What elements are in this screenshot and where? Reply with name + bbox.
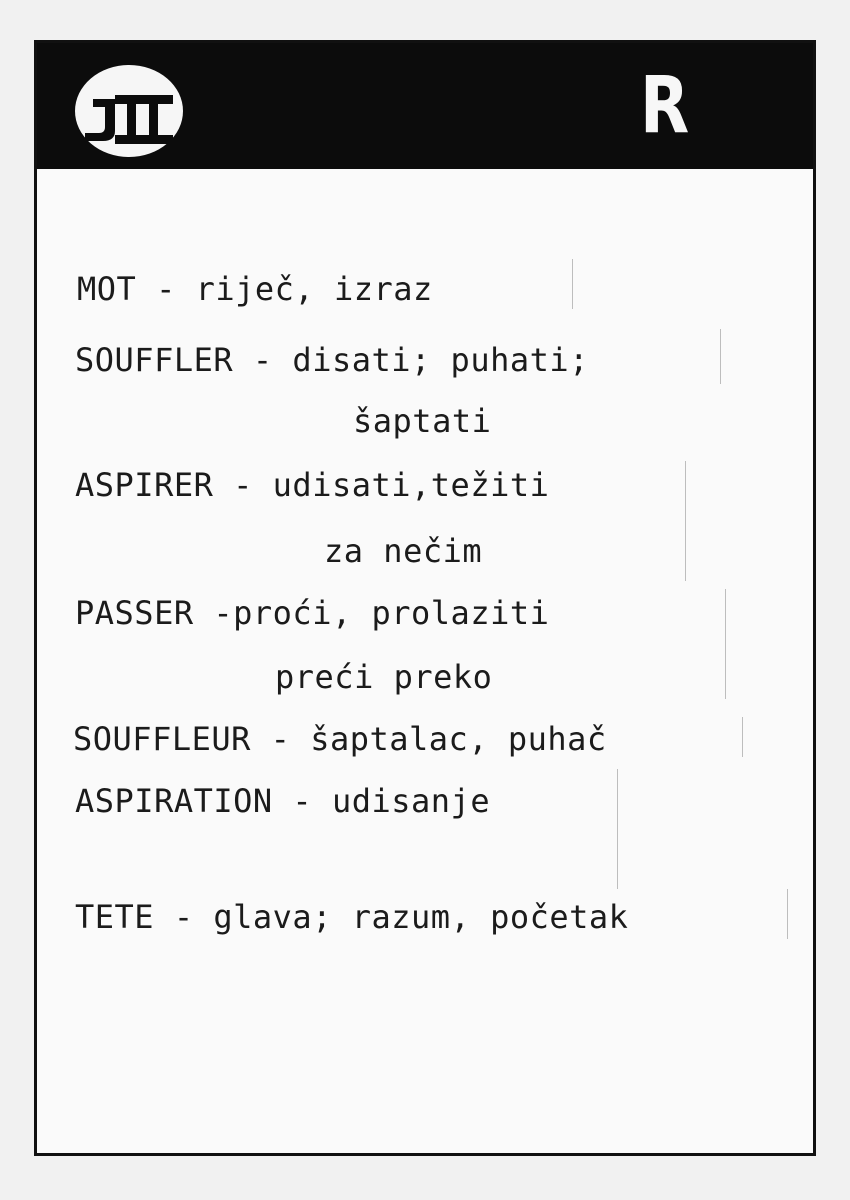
jt-monogram-logo-icon [75,65,183,157]
entry-line: ASPIRER - udisati,težiti [75,466,550,504]
card-header [37,43,813,169]
paste-edge [720,329,721,384]
paste-edge [617,769,618,889]
entry-line: šaptati [353,402,492,440]
entry-line: TETE - glava; razum, početak [75,898,629,936]
entry-line: SOUFFLEUR - šaptalac, puhač [73,720,607,758]
paste-edge [787,889,788,939]
card-body [37,169,813,1153]
paste-edge [685,461,686,581]
paste-edge [742,717,743,757]
entry-line: preći preko [275,658,493,696]
entry-line: za nečim [324,532,483,570]
paste-edge [725,589,726,699]
entry-line: SOUFFLER - disati; puhati; [75,341,589,379]
card-letter: R [640,61,690,151]
paste-edge [572,259,573,309]
vocabulary-card [34,40,816,1156]
entry-line: ASPIRATION - udisanje [75,782,491,820]
entry-line: PASSER -proći, prolaziti [75,594,550,632]
entry-line: MOT - riječ, izraz [77,270,433,308]
